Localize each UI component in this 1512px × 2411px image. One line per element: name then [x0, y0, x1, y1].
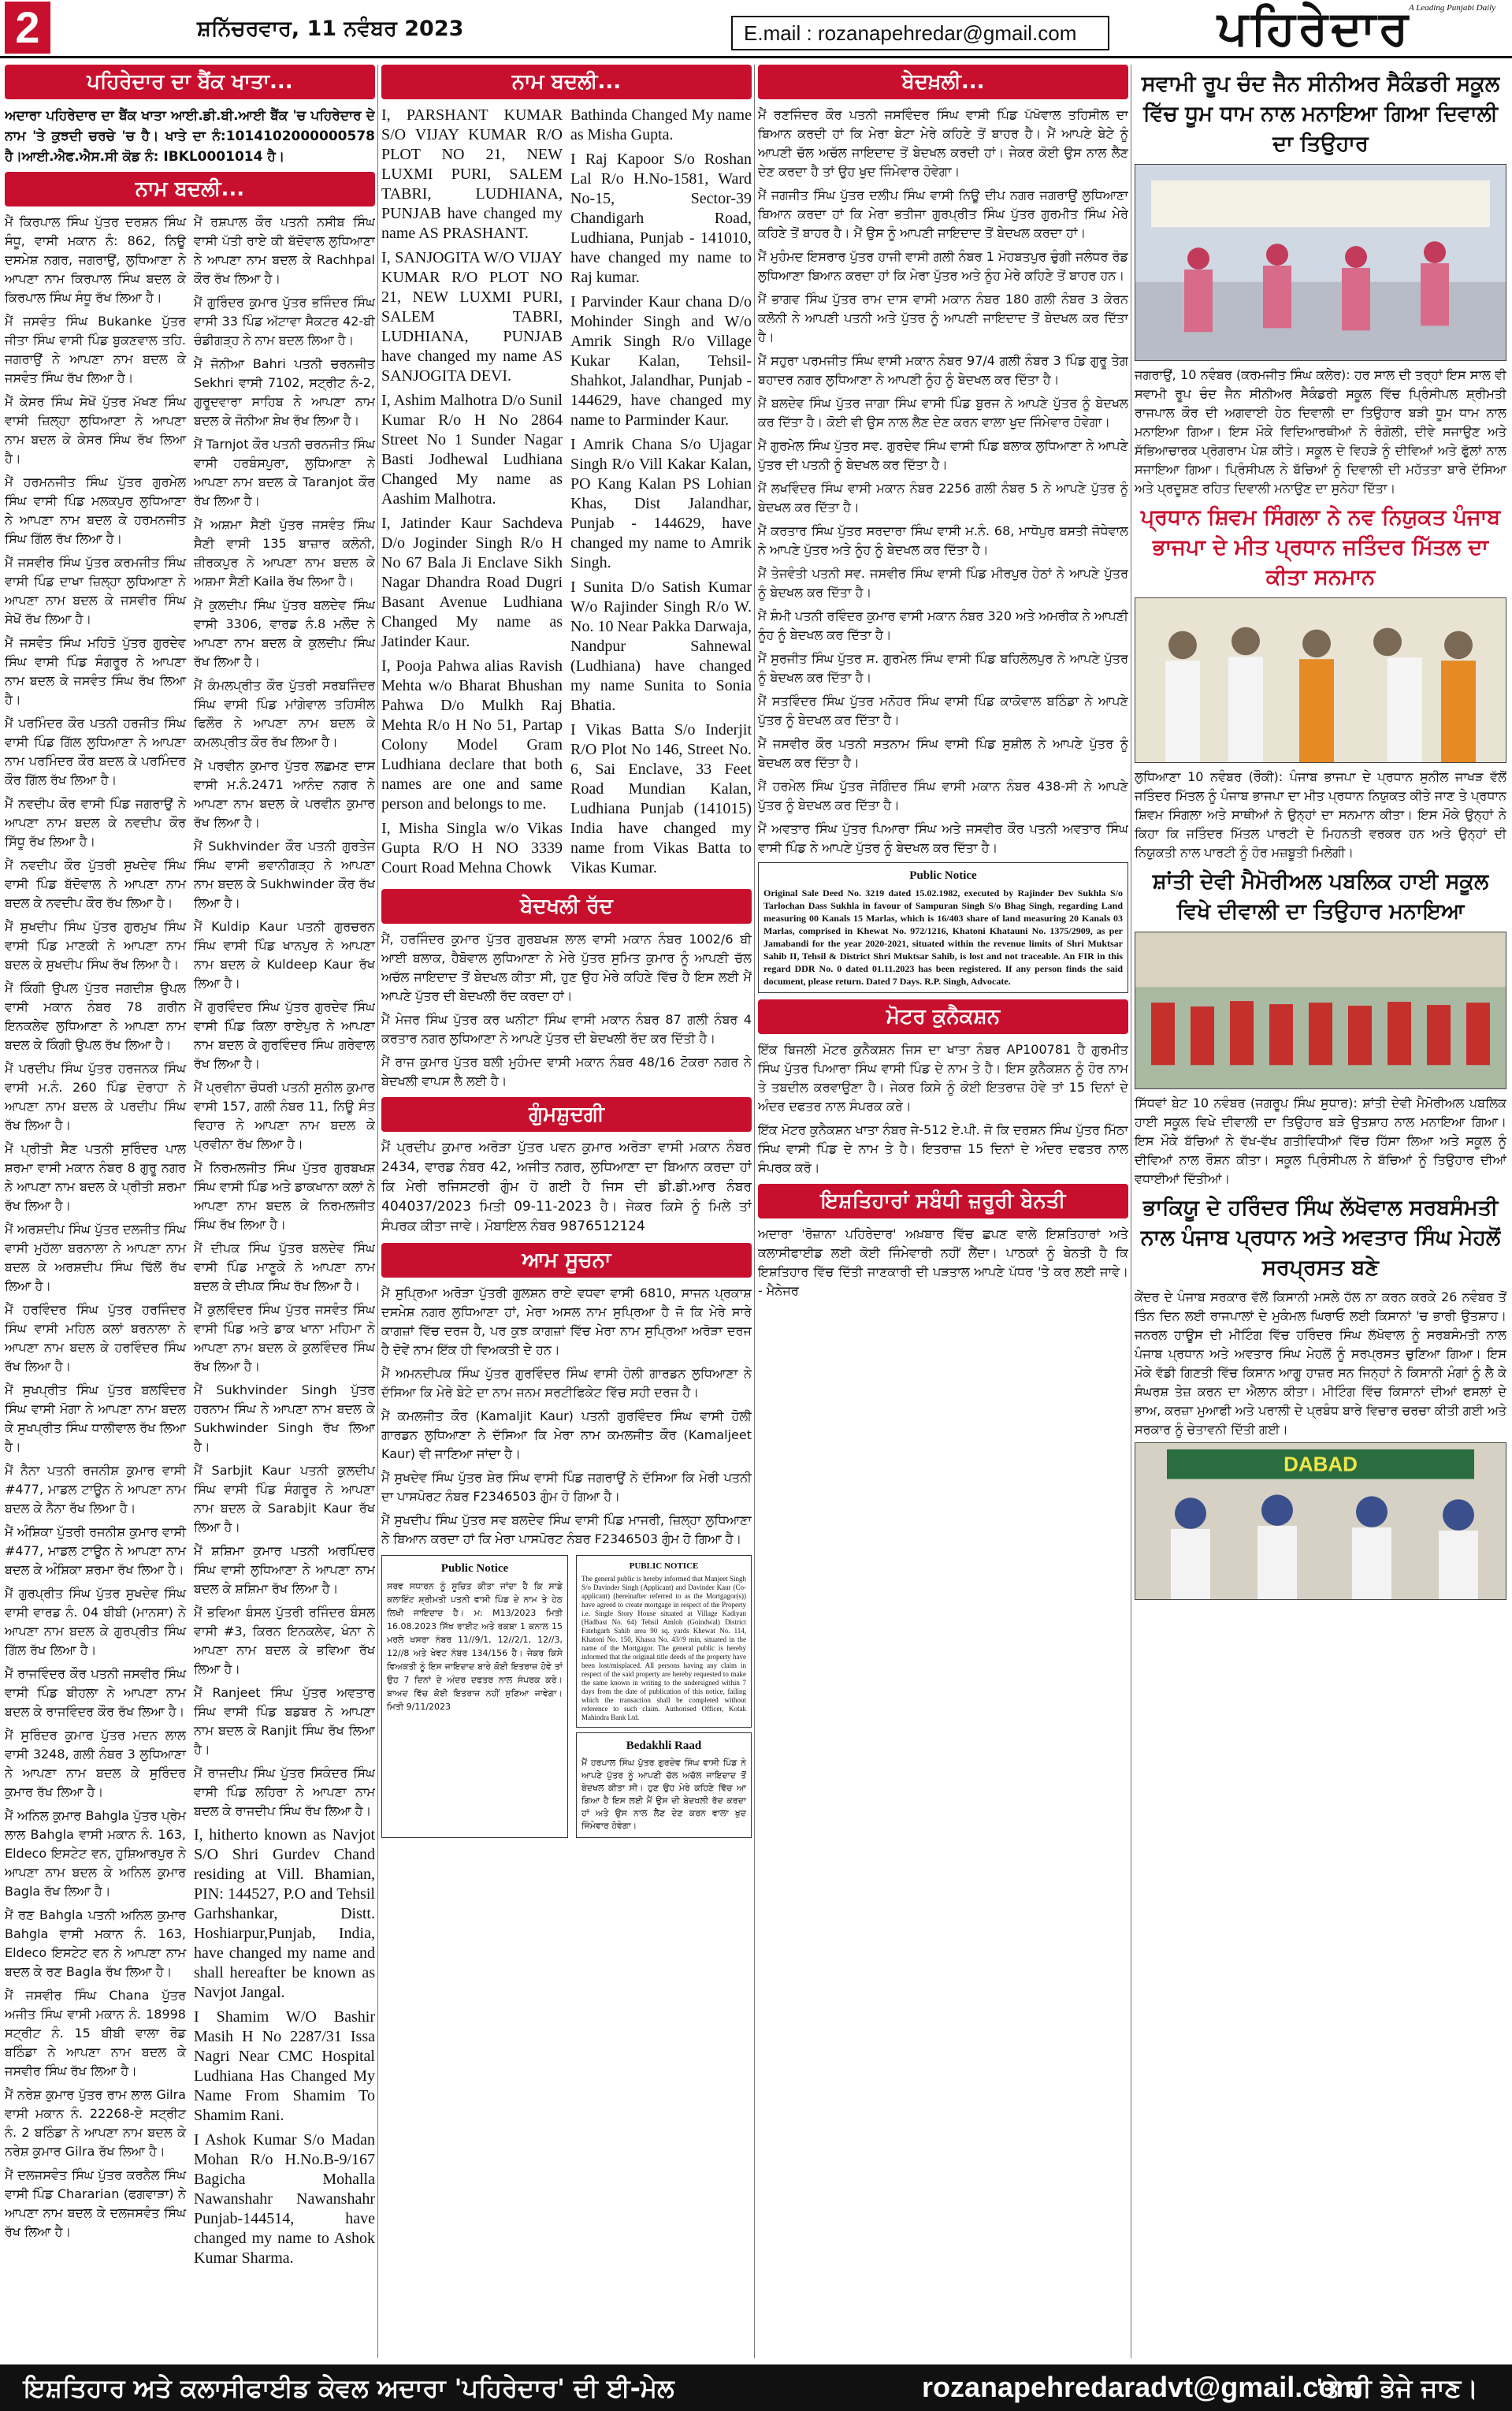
footer-email[interactable]: rozanapehredaradvt@gmail.com — [922, 2371, 1362, 2403]
column-divider — [377, 65, 378, 2358]
notice-item: ਮੈਂ ਰਸ਼ਪਾਲ ਕੌਰ ਪਤਨੀ ਨਸੀਬ ਸਿੰਘ ਵਾਸੀ ਪੱਤੀ ਰਾਏ ਕੀ ਬੱਦੋਵਾਲ ਲੁਧਿਆਣਾ ਨੇ ਆਪਣਾ ਨਾਮ ਬਦਲ ਕੇ Rachhpal ਕੌਰ ਰੱਖ ਲਿਆ ਹੈ। — [194, 214, 375, 286]
story-4-photo — [1135, 1442, 1506, 1600]
name-change-heading-2: ਨਾਮ ਬਦਲੀ... — [381, 65, 752, 99]
notice-item: Bathinda Changed My name as Misha Gupta. — [570, 106, 752, 143]
notice-item: ਮੈਂ ਪਰਦੀਪ ਸਿੰਘ ਪੁੱਤਰ ਹਰਜਨਕ ਸਿੰਘ ਵਾਸੀ ਮ.ਨੰ. 260 ਪਿੰਡ ਦੋਰਾਹਾ ਨੇ ਆਪਣਾ ਨਾਮ ਬਦਲ ਕੇ ਪਰਦੀਪ ਸਿੰਘ ਰੱਖ ਲਿਆ ਹੈ। — [5, 1061, 186, 1133]
notice-item: ਮੈਂ ਹਰਮਨਜੀਤ ਸਿੰਘ ਪੁੱਤਰ ਗੁਰਮੇਲ ਸਿੰਘ ਵਾਸੀ ਪਿੰਡ ਮਲਕਪੁਰ ਲੁਧਿਆਣਾ ਨੇ ਆਪਣਾ ਨਾਮ ਬਦਲ ਕੇ ਹਰਮਨਜੀਤ ਸਿੰਘ ਗਿੱਲ ਰੱਖ ਲਿਆ ਹੈ। — [5, 474, 186, 546]
notice-item: ਮੈਂ ਭਾਗਵ ਸਿੰਘ ਪੁੱਤਰ ਰਾਮ ਦਾਸ ਵਾਸੀ ਮਕਾਨ ਨੰਬਰ 180 ਗਲੀ ਨੰਬਰ 3 ਕੇਰਨ ਕਲੋਨੀ ਨੇ ਆਪਣੀ ਪਤਨੀ ਅਤੇ ਪੁੱਤਰ ਨੂੰ ਆਪਣੀ ਜਾਇਦਾਦ ਤੋਂ ਬੇਦਖਲ ਕਰ ਦਿੱਤਾ ਹੈ। — [758, 292, 1128, 344]
notice-item: ਮੈਂ ਕੁਲਵਿੰਦਰ ਸਿੰਘ ਪੁੱਤਰ ਜਸਵੰਤ ਸਿੰਘ ਵਾਸੀ ਪਿੰਡ ਅਤੇ ਡਾਕ ਖਾਨਾ ਮਹਿਮਾ ਨੇ ਆਪਣਾ ਨਾਮ ਬਦਲ ਕੇ ਕੁਲਵਿੰਦਰ ਸਿੰਘ ਰੱਖ ਲਿਆ ਹੈ। — [194, 1302, 375, 1374]
notice-item: ਮੈਂ ਜੋਨੀਆ Bahri ਪਤਨੀ ਚਰਨਜੀਤ Sekhri ਵਾਸੀ 7102, ਸਟ੍ਰੀਟ ਨੰ-2, ਗੁਰੂਦਵਾਰਾ ਸਾਹਿਬ ਨੇ ਆਪਣਾ ਨਾਮ ਬਦਲ ਕੇ ਜੋਨੀਆ ਸ਼ੇਖ ਰੱਖ ਲਿਆ ਹੈ। — [194, 356, 375, 428]
lost-heading: ਗੁੰਮਸ਼ੁਦਗੀ — [381, 1097, 752, 1132]
public-notice-box-2 — [576, 1555, 752, 1728]
notice-item: ਮੈਂ ਸਤਵਿੰਦਰ ਸਿੰਘ ਪੁੱਤਰ ਮਨੋਹਰ ਸਿੰਘ ਵਾਸੀ ਪਿੰਡ ਕਾਕੋਵਾਲ ਬਠਿੰਡਾ ਨੇ ਆਪਣੇ ਪੁੱਤਰ ਨੂੰ ਬੇਦਖਲ ਕਰ ਦਿੱਤਾ ਹੈ। — [758, 694, 1128, 727]
eviction-heading: ਬੇਦਖ਼ਲੀ... — [758, 65, 1128, 99]
notice-item: ਮੈਂ ਸੁਪ੍ਰਿਆ ਅਰੋੜਾ ਪੁੱਤਰੀ ਗੁਲਸ਼ਨ ਰਾਏ ਵਧਵਾ ਵਾਸੀ 6810, ਸਾਜਨ ਪ੍ਰਕਾਸ਼ ਦਸਮੇਸ਼ ਨਗਰ ਲੁਧਿਆਣਾ ਹਾਂ, ਮੇਰਾ ਅਸਲ ਨਾਮ ਸੁਪ੍ਰਿਆ ਹੈ ਜੋ ਕਿ ਮੇਰੇ ਸਾਰੇ ਕਾਗਜ਼ਾਂ ਵਿੱਚ ਦਰਜ ਹੈ, ਪਰ ਕੁਝ ਕਾਗਜ਼ਾਂ ਵਿੱਚ ਮੇਰਾ ਨਾਮ ਸੁਪ੍ਰਿਆ ਅਰੋੜਾ ਦਰਜ ਹੈ ਦੋਵੇਂ ਨਾਮ ਇੱਕ ਹੀ ਵਿਅਕਤੀ ਦੇ ਹਨ। — [381, 1285, 752, 1357]
notice-item: ਮੈਂ ਅਰਸ਼ਦੀਪ ਸਿੰਘ ਪੁੱਤਰ ਦਲਜੀਤ ਸਿੰਘ ਵਾਸੀ ਮੁਹੱਲਾ ਬਰਨਾਲਾ ਨੇ ਆਪਣਾ ਨਾਮ ਬਦਲ ਕੇ ਅਰਸ਼ਦੀਪ ਸਿੰਘ ਢਿੱਲੋਂ ਰੱਖ ਲਿਆ ਹੈ। — [5, 1222, 186, 1293]
photo-banner-text: DABAD — [1284, 1453, 1358, 1476]
notice-item: ਮੈਂ ਗੁਰਵਿੰਦਰ ਸਿੰਘ ਪੁੱਤਰ ਗੁਰਦੇਵ ਸਿੰਘ ਵਾਸੀ ਪਿੰਡ ਕਿਲਾ ਰਾਏਪੁਰ ਨੇ ਆਪਣਾ ਨਾਮ ਬਦਲ ਕੇ ਗੁਰਵਿੰਦਰ ਸਿੰਘ ਗਰੇਵਾਲ ਰੱਖ ਲਿਆ ਹੈ। — [194, 999, 375, 1071]
bedakhli-raad-box — [576, 1732, 752, 1838]
public-notice-box-1 — [381, 1555, 568, 1838]
notice-item: ਮੈਂ ਨਰੇਸ਼ ਕੁਮਾਰ ਪੁੱਤਰ ਰਾਮ ਲਾਲ Gilra ਵਾਸੀ ਮਕਾਨ ਨੰ. 22268-ਏ ਸਟ੍ਰੀਟ ਨੰ. 2 ਬਠਿੰਡਾ ਨੇ ਆਪਣਾ ਨਾਮ ਬਦਲ ਕੇ ਨਰੇਸ਼ ਕੁਮਾਰ Gilra ਰੱਖ ਲਿਆ ਹੈ। — [5, 2087, 186, 2159]
notice-item: I Ashok Kumar S/o Madan Mohan R/o H.No.B-9/167 Bagicha Mohalla Nawanshahr Nawanshahr Punjab-144514, have changed my name to Ashok Kumar Sharma. — [194, 2131, 375, 2267]
advertisement-request-heading: ਇਸ਼ਤਿਹਾਰਾਂ ਸਬੰਧੀ ਜ਼ਰੂਰੀ ਬੇਨਤੀ — [758, 1184, 1128, 1219]
column-divider — [754, 65, 755, 2358]
dateline: ਸ਼ਨਿੱਚਰਵਾਰ, 11 ਨਵੰਬਰ 2023 — [197, 17, 464, 41]
notice-item: ਮੈਂ ਨਵਦੀਪ ਕੌਰ ਪੁੱਤਰੀ ਸੁਖਦੇਵ ਸਿੰਘ ਵਾਸੀ ਪਿੰਡ ਬੱਦੋਵਾਲ ਨੇ ਆਪਣਾ ਨਾਮ ਬਦਲ ਕੇ ਨਵਦੀਪ ਕੌਰ ਰੱਖ ਲਿਆ ਹੈ। — [5, 858, 186, 910]
story-3-photo — [1135, 932, 1506, 1089]
notice-item: I, SANJOGITA W/O VIJAY KUMAR R/O PLOT NO 21, NEW LUXMI PURI, SALEM TABRI, LUDHIANA, PUNJAB have changed my name AS SANJOGITA DEVI. — [381, 249, 563, 385]
motor-connection-heading: ਮੋਟਰ ਕੁਨੈਕਸ਼ਨ — [758, 999, 1128, 1034]
notice-item: ਮੈਂ ਜਸਵੀਰ ਸਿੰਘ Chana ਪੁੱਤਰ ਅਜੀਤ ਸਿੰਘ ਵਾਸੀ ਮਕਾਨ ਨੰ. 18998 ਸਟ੍ਰੀਟ ਨੰ. 15 ਬੀਬੀ ਵਾਲਾ ਰੋਡ ਬਠਿੰਡਾ ਨੇ ਆਪਣਾ ਨਾਮ ਬਦਲ ਕੇ ਜਸਵੀਰ ਸਿੰਘ ਰੱਖ ਲਿਆ ਹੈ। — [5, 1988, 186, 2078]
notice-item: ਮੈਂ Sarbjit Kaur ਪਤਨੀ ਕੁਲਦੀਪ ਸਿੰਘ ਵਾਸੀ ਪਿੰਡ ਸੰਗਰੂਰ ਨੇ ਆਪਣਾ ਨਾਮ ਬਦਲ ਕੇ Sarabjit Kaur ਰੱਖ ਲਿਆ ਹੈ। — [194, 1463, 375, 1535]
story-1-text: ਜਗਰਾਉਂ, 10 ਨਵੰਬਰ (ਕਰਮਜੀਤ ਸਿੰਘ ਕਲੇਰ): ਹਰ ਸਾਲ ਦੀ ਤਰ੍ਹਾਂ ਇਸ ਸਾਲ ਵੀ ਸਵਾਮੀ ਰੂਪ ਚੰਦ ਜੈਨ ਸੀਨੀਅਰ ਸੈਕੰਡਰੀ ਸਕੂਲ ਵਿੱਚ ਪ੍ਰਿੰਸੀਪਲ ਸ਼੍ਰੀਮਤੀ ਰਾਜਪਾਲ ਕੌਰ ਦੀ ਅਗਵਾਈ ਹੇਠ ਦਿਵਾਲੀ ਦਾ ਤਿਉਹਾਰ ਬੜੀ ਧੂਮ ਧਾਮ ਨਾਲ ਮਨਾਇਆ ਗਿਆ। ਇਸ ਮੌਕੇ ਵਿਦਿਆਰਥੀਆਂ ਨੇ ਰੰਗੋਲੀ, ਦੀਵੇ ਸਜਾਉਣ ਅਤੇ ਸੱਭਿਆਚਾਰਕ ਪ੍ਰੋਗਰਾਮ ਪੇਸ਼ ਕੀਤੇ। ਸਕੂਲ ਦੇ ਵਿਹੜੇ ਨੂੰ ਦੀਵਿਆਂ ਅਤੇ ਫੁੱਲਾਂ ਨਾਲ ਸਜਾਇਆ ਗਿਆ। ਪ੍ਰਿੰਸੀਪਲ ਨੇ ਬੱਚਿਆਂ ਨੂੰ ਦਿਵਾਲੀ ਦੀ ਮਹੱਤਤਾ ਬਾਰੇ ਦੱਸਿਆ ਅਤੇ ਪ੍ਰਦੂਸ਼ਣ ਰਹਿਤ ਦਿਵਾਲੀ ਮਨਾਉਣ ਦਾ ਸੁਨੇਹਾ ਦਿੱਤਾ। — [1135, 367, 1506, 496]
notice-item: ਮੈਂ ਤੇਜਵੰਤੀ ਪਤਨੀ ਸਵ. ਜਸਵੀਰ ਸਿੰਘ ਵਾਸੀ ਪਿੰਡ ਮੀਰਪੁਰ ਹੇਠਾਂ ਨੇ ਆਪਣੇ ਪੁੱਤਰ ਨੂੰ ਬੇਦਖਲ ਕਰ ਦਿੱਤਾ ਹੈ। — [758, 566, 1128, 600]
notice-item: I, Jatinder Kaur Sachdeva D/o Joginder Singh R/o H No 67 Bala Ji Enclave Sikh Nagar Dhandra Road Dugri Basant Avenue Ludhiana Changed My name as Jatinder Kaur. — [381, 515, 563, 650]
motor-connection-notices — [758, 1040, 1128, 1178]
story-2-headline: ਪ੍ਰਧਾਨ ਸ਼ਿਵਮ ਸਿੰਗਲਾ ਨੇ ਨਵ ਨਿਯੁਕਤ ਪੰਜਾਬ ਭਾਜਪਾ ਦੇ ਮੀਤ ਪ੍ਰਧਾਨ ਜਤਿੰਦਰ ਮਿੱਤਲ ਦਾ ਕੀਤਾ ਸਨਮਾਨ — [1140, 505, 1501, 590]
story-2-text: ਲੁਧਿਆਣਾ 10 ਨਵੰਬਰ (ਰੌਕੀ): ਪੰਜਾਬ ਭਾਜਪਾ ਦੇ ਪ੍ਰਧਾਨ ਸੁਨੀਲ ਜਾਖੜ ਵੱਲੋਂ ਜਤਿੰਦਰ ਮਿੱਤਲ ਨੂੰ ਪੰਜਾਬ ਭਾਜਪਾ ਦਾ ਮੀਤ ਪ੍ਰਧਾਨ ਨਿਯੁਕਤ ਕੀਤੇ ਜਾਣ ਤੇ ਪ੍ਰਧਾਨ ਸ਼ਿਵਮ ਸਿੰਗਲਾ ਅਤੇ ਸਾਥੀਆਂ ਨੇ ਉਨ੍ਹਾਂ ਦਾ ਸਨਮਾਨ ਕੀਤਾ। ਇਸ ਮੌਕੇ ਉਨ੍ਹਾਂ ਨੇ ਕਿਹਾ ਕਿ ਜਤਿੰਦਰ ਮਿੱਤਲ ਪਾਰਟੀ ਦੇ ਮਿਹਨਤੀ ਵਰਕਰ ਹਨ ਅਤੇ ਉਨ੍ਹਾਂ ਦੀ ਨਿਯੁਕਤੀ ਨਾਲ ਪਾਰਟੀ ਨੂੰ ਹੋਰ ਮਜ਼ਬੂਤੀ ਮਿਲੇਗੀ। — [1135, 769, 1506, 860]
notice-item: ਮੈਂ ਕੁਲਦੀਪ ਸਿੰਘ ਪੁੱਤਰ ਬਲਦੇਵ ਸਿੰਘ ਵਾਸੀ 3306, ਵਾਰਡ ਨੰ.8 ਮਲੌਦ ਨੇ ਆਪਣਾ ਨਾਮ ਬਦਲ ਕੇ ਕੁਲਦੀਪ ਸਿੰਘ ਰੱਖ ਲਿਆ ਹੈ। — [194, 597, 375, 669]
sale-deed-notice — [758, 862, 1128, 993]
name-change-en-notices — [381, 106, 752, 883]
notice-item: ਮੈਂ ਸੁਰਜੀਤ ਸਿੰਘ ਪੁੱਤਰ ਸ. ਗੁਰਮੇਲ ਸਿੰਘ ਵਾਸੀ ਪਿੰਡ ਬਹਿਲੋਲਪੁਰ ਨੇ ਆਪਣੇ ਪੁੱਤਰ ਨੂੰ ਬੇਦਖਲ ਕਰ ਦਿੱਤਾ ਹੈ। — [758, 651, 1128, 685]
school-children-photo-image — [1135, 932, 1506, 1088]
column-4 — [1135, 65, 1506, 2358]
footer-text-end: 'ਤੇ ਹੀ ਭੇਜੇ ਜਾਣ। — [1316, 2373, 1478, 2403]
public-info-notices — [381, 1284, 752, 1549]
notice-item: ਮੈਂ ਸੁਖਦੀਪ ਸਿੰਘ ਪੁੱਤਰ ਗੁਰਮੁਖ ਸਿੰਘ ਵਾਸੀ ਪਿੰਡ ਮਾਣਕੀ ਨੇ ਆਪਣਾ ਨਾਮ ਬਦਲ ਕੇ ਸੁਖਦੀਪ ਸਿੰਘ ਰੱਖ ਲਿਆ ਹੈ। — [5, 919, 186, 972]
footer-banner — [0, 2364, 1512, 2411]
story-1-photo — [1135, 164, 1506, 361]
notice-item: ਇੱਕ ਮੋਟਰ ਕੁਨੈਕਸ਼ਨ ਖਾਤਾ ਨੰਬਰ ਜੇ-512 ਏ.ਪੀ. ਜੋ ਕਿ ਦਰਸ਼ਨ ਸਿੰਘ ਪੁੱਤਰ ਮਿੱਠਾ ਸਿੰਘ ਵਾਸੀ ਪਿੰਡ ਦੇ ਨਾਮ ਤੇ ਹੈ। ਇਤਰਾਜ਼ 15 ਦਿਨਾਂ ਦੇ ਅੰਦਰ ਦਫਤਰ ਨਾਲ ਸੰਪਰਕ ਕਰੋ। — [758, 1122, 1128, 1175]
notices-subcolumn-b — [194, 213, 375, 2273]
notice-item: ਇੱਕ ਬਿਜਲੀ ਮੋਟਰ ਕੁਨੈਕਸ਼ਨ ਜਿਸ ਦਾ ਖਾਤਾ ਨੰਬਰ AP100781 ਹੈ ਗੁਰਮੀਤ ਸਿੰਘ ਪੁੱਤਰ ਪਿਆਰਾ ਸਿੰਘ ਵਾਸੀ ਪਿੰਡ ਦੇ ਨਾਮ ਤੇ ਹੈ। ਇਸ ਕੁਨੈਕਸ਼ਨ ਨੂੰ ਹੋਰ ਨਾਮ ਤੇ ਤਬਦੀਲ ਕਰਵਾਉਣਾ ਹੈ। ਜੇਕਰ ਕਿਸੇ ਨੂੰ ਕੋਈ ਇਤਰਾਜ਼ ਹੋਵੇ ਤਾਂ 15 ਦਿਨਾਂ ਦੇ ਅੰਦਰ ਦਫਤਰ ਨਾਲ ਸੰਪਰਕ ਕਰੇ। — [758, 1042, 1128, 1114]
masthead-email[interactable]: E.mail : rozanapehredar@gmail.com — [731, 16, 1109, 50]
column-2 — [381, 65, 752, 2358]
footer-text: ਇਸ਼ਤਿਹਾਰ ਅਤੇ ਕਲਾਸੀਫਾਈਡ ਕੇਵਲ ਅਦਾਰਾ 'ਪਹਿਰੇਦਾਰ' ਦੀ ਈ-ਮੇਲ — [24, 2373, 674, 2403]
notice-item: ਮੈਂ ਰਾਜ ਕੁਮਾਰ ਪੁੱਤਰ ਬਲੀ ਮੁਹੰਮਦ ਵਾਸੀ ਮਕਾਨ ਨੰਬਰ 48/16 ਟੋਕਰਾ ਨਗਰ ਨੇ ਬੇਦਖਲੀ ਵਾਪਸ ਲੈ ਲਈ ਹੈ। — [381, 1055, 752, 1088]
notice-item: ਮੈਂ ਅੰਸ਼ਿਕਾ ਪੁੱਤਰੀ ਰਜਨੀਸ਼ ਕੁਮਾਰ ਵਾਸੀ #477, ਮਾਡਲ ਟਾਊਨ ਨੇ ਆਪਣਾ ਨਾਮ ਬਦਲ ਕੇ ਅੰਸ਼ਿਕਾ ਸ਼ਰਮਾ ਰੱਖ ਲਿਆ ਹੈ। — [5, 1524, 186, 1577]
sale-deed-body: Original Sale Deed No. 3219 dated 15.02.1982, executed by Rajinder Dev Sukhla S/o Tarlochan Dass Sukhla in favour of Sampuran Singh S/o Bhag Singh, regarding Land measuring 00 Kanals 15 Marlas, which is 16/403 share of land measuring 20 Kanals 03 Marlas, comprised in Khewat No. 972/1216, Khatoni Khatauni No. 1375/2909, as per Jamabandi for the year 2020-2021, situated within the revenue limits of Shri Muktsar Sahib II, Tehsil & District Shri Muktsar Sahib, is lost and not traceable. An FIR in this regard DDR No. 0 dated 01.11.2023 has been registered. If any person finds the said document, please return. Dated 7 Days. R.P. Singh, Advocate. — [763, 887, 1123, 987]
felicitation-photo-image — [1135, 598, 1506, 762]
notice-item: ਮੈਂ ਰਾਜਦੀਪ ਸਿੰਘ ਪੁੱਤਰ ਸਿਕੰਦਰ ਸਿੰਘ ਵਾਸੀ ਪਿੰਡ ਲਹਿਰਾ ਨੇ ਆਪਣਾ ਨਾਮ ਬਦਲ ਕੇ ਰਾਜਦੀਪ ਸਿੰਘ ਰੱਖ ਲਿਆ ਹੈ। — [194, 1765, 375, 1818]
eviction-cancel-notices — [381, 930, 752, 1091]
notice-item: ਮੈਂ ਸ਼ੰਮੀ ਪਤਨੀ ਰਵਿੰਦਰ ਕੁਮਾਰ ਵਾਸੀ ਮਕਾਨ ਨੰਬਰ 320 ਅਤੇ ਅਮਰੀਕ ਨੇ ਆਪਣੀ ਨੂੰਹ ਨੂੰ ਬੇਦਖਲ ਕਰ ਦਿੱਤਾ ਹੈ। — [758, 608, 1128, 642]
public-notice-2-body: The general public is hereby informed that Manjeet Singh S/o Davinder Singh (Applicant) and Davinder Kaur (Co-applicant) (hereinafter referred to as the Mortgagor(s)) have agreed to create mortgage in respect of the Property i.e. Single Story House situated at Village Kadiyan (Hadbast No. 64) Tehsil Amloh (Goindwal) District Fatehgarh Sahib area 90 sq. yards Khewat No. 114, Khatoni No. 150, Khasra No. 43//9 min, situated in the name of the Mortgagor. The general public is hereby informed that the original title deeds of the property have been lost/misplaced. All persons having any claim in respect of the said property are hereby requested to make the same known in writing to the undersigned within 7 days from the date of publication of this notice, failing which the transaction shall be completed without reference to such claim. Authorised Officer, Kotak Mahindra Bank Ltd. — [581, 1575, 746, 1721]
notice-item: ਮੈਂ ਰਾਜਵਿੰਦਰ ਕੌਰ ਪਤਨੀ ਜਸਵੀਰ ਸਿੰਘ ਵਾਸੀ ਪਿੰਡ ਬੀਹਲਾ ਨੇ ਆਪਣਾ ਨਾਮ ਬਦਲ ਕੇ ਰਾਜਵਿੰਦਰ ਕੌਰ ਰੱਖ ਲਿਆ ਹੈ। — [5, 1666, 186, 1719]
lost-notice: ਮੈਂ ਪ੍ਰਦੀਪ ਕੁਮਾਰ ਅਰੋੜਾ ਪੁੱਤਰ ਪਵਨ ਕੁਮਾਰ ਅਰੋੜਾ ਵਾਸੀ ਮਕਾਨ ਨੰਬਰ 2434, ਵਾਰਡ ਨੰਬਰ 42, ਅਜੀਤ ਨਗਰ, ਲੁਧਿਆਣਾ ਦਾ ਬਿਆਨ ਕਰਦਾ ਹਾਂ ਕਿ ਮੇਰੀ ਰਜਿਸਟਰੀ ਗੁੰਮ ਹੋ ਗਈ ਹੈ ਜਿਸ ਦੀ ਡੀ.ਡੀ.ਆਰ ਨੰਬਰ 404037/2023 ਮਿਤੀ 09-11-2023 ਹੈ। ਜੇਕਰ ਕਿਸੇ ਨੂੰ ਮਿਲੇ ਤਾਂ ਸੰਪਰਕ ਕੀਤਾ ਜਾਵੇ। ਮੋਬਾਇਲ ਨੰਬਰ 9876512124 — [381, 1140, 752, 1234]
public-info-heading: ਆਮ ਸੂਚਨਾ — [381, 1243, 752, 1278]
notice-item: ਮੈਂ ਹਰਵਿੰਦਰ ਸਿੰਘ ਪੁੱਤਰ ਹਰਜਿੰਦਰ ਸਿੰਘ ਵਾਸੀ ਮਹਿਲ ਕਲਾਂ ਬਰਨਾਲਾ ਨੇ ਆਪਣਾ ਨਾਮ ਬਦਲ ਕੇ ਹਰਵਿੰਦਰ ਸਿੰਘ ਰੱਖ ਲਿਆ ਹੈ। — [5, 1302, 186, 1374]
notice-item: ਮੈਂ ਨਵਦੀਪ ਕੌਰ ਵਾਸੀ ਪਿੰਡ ਜਗਰਾਉਂ ਨੇ ਆਪਣਾ ਨਾਮ ਬਦਲ ਕੇ ਨਵਦੀਪ ਕੌਰ ਸਿੱਧੂ ਰੱਖ ਲਿਆ ਹੈ। — [5, 796, 186, 849]
notice-item: ਮੈਂ ਸ਼ਸ਼ਿਮਾ ਕੁਮਾਰ ਪਤਨੀ ਅਰਪਿੰਦਰ ਸਿੰਘ ਵਾਸੀ ਲੁਧਿਆਣਾ ਨੇ ਆਪਣਾ ਨਾਮ ਬਦਲ ਕੇ ਸ਼ਸ਼ਿਮਾ ਰੱਖ ਲਿਆ ਹੈ। — [194, 1543, 375, 1596]
notice-item: ਮੈਂ ਪ੍ਰੀਤੀ ਸੈਣ ਪਤਨੀ ਸੁਰਿੰਦਰ ਪਾਲ ਸ਼ਰਮਾ ਵਾਸੀ ਮਕਾਨ ਨੰਬਰ 8 ਗੁਰੂ ਨਗਰ ਨੇ ਆਪਣਾ ਨਾਮ ਬਦਲ ਕੇ ਪ੍ਰੀਤੀ ਸ਼ਰਮਾ ਰੱਖ ਲਿਆ ਹੈ। — [5, 1141, 186, 1213]
notice-item: ਮੈਂ ਗੁਰਪ੍ਰੀਤ ਸਿੰਘ ਪੁੱਤਰ ਸੁਖਦੇਵ ਸਿੰਘ ਵਾਸੀ ਵਾਰਡ ਨੰ. 04 ਬੀਬੀ (ਮਾਨਸਾ) ਨੇ ਆਪਣਾ ਨਾਮ ਬਦਲ ਕੇ ਗੁਰਪ੍ਰੀਤ ਸਿੰਘ ਗਿੱਲ ਰੱਖ ਲਿਆ ਹੈ। — [5, 1586, 186, 1658]
bank-account-text: ਅਦਾਰਾ ਪਹਿਰੇਦਾਰ ਦਾ ਬੈਂਕ ਖਾਤਾ ਆਈ.ਡੀ.ਬੀ.ਆਈ ਬੈਂਕ 'ਚ ਪਹਿਰੇਦਾਰ ਦੇ ਨਾਮ 'ਤੇ ਕੁਝਦੀ ਚਰਚੇ 'ਚ ਹੈ। ਖਾਤੇ ਦਾ ਨੰ:1014102000000578 ਹੈ।ਆਈ.ਐਫ.ਐਸ.ਸੀ ਕੋਡ ਨੰ: IBKL0001014 ਹੈ। — [5, 108, 375, 165]
notice-item: ਮੈਂ ਜਸਵੰਤ ਸਿੰਘ ਮਹਿਤੋ ਪੁੱਤਰ ਗੁਰਦੇਵ ਸਿੰਘ ਵਾਸੀ ਪਿੰਡ ਸੰਗਰੂਰ ਨੇ ਆਪਣਾ ਨਾਮ ਬਦਲ ਕੇ ਜਸਵੰਤ ਸਿੰਘ ਰੱਖ ਲਿਆ ਹੈ। — [5, 635, 186, 707]
public-notice-2-title: PUBLIC NOTICE — [629, 1561, 699, 1571]
notice-item: ਮੈਂ ਦੀਪਕ ਸਿੰਘ ਪੁੱਤਰ ਬਲਦੇਵ ਸਿੰਘ ਵਾਸੀ ਪਿੰਡ ਮਾਣੂਕੇ ਨੇ ਆਪਣਾ ਨਾਮ ਬਦਲ ਕੇ ਦੀਪਕ ਸਿੰਘ ਰੱਖ ਲਿਆ ਹੈ। — [194, 1241, 375, 1293]
notice-item: ਮੈਂ ਕਿਰਪਾਲ ਸਿੰਘ ਪੁੱਤਰ ਦਰਸ਼ਨ ਸਿੰਘ ਸੰਧੂ, ਵਾਸੀ ਮਕਾਨ ਨੰ: 862, ਨਿਊ ਦਸਮੇਸ਼ ਨਗਰ, ਜਗਰਾਉਂ, ਲੁਧਿਆਣਾ ਨੇ ਆਪਣਾ ਨਾਮ ਕਿਰਪਾਲ ਸਿੰਘ ਬਦਲ ਕੇ ਕਿਰਪਾਲ ਸਿੰਘ ਸੰਧੂ ਰੱਖ ਲਿਆ ਹੈ। — [5, 214, 186, 305]
newspaper-logo: ਪਹਿਰੇਦਾਰ — [1217, 1, 1412, 56]
notice-item: ਮੈਂ ਅਵਤਾਰ ਸਿੰਘ ਪੁੱਤਰ ਪਿਆਰਾ ਸਿੰਘ ਅਤੇ ਜਸਵੀਰ ਕੌਰ ਪਤਨੀ ਅਵਤਾਰ ਸਿੰਘ ਵਾਸੀ ਪਿੰਡ ਨੇ ਆਪਣੇ ਪੁੱਤਰ ਨੂੰ ਬੇਦਖਲ ਕਰ ਦਿੱਤਾ ਹੈ। — [758, 821, 1128, 855]
masthead — [0, 0, 1512, 58]
notice-item: ਮੈਂ ਕੰਮਲਪ੍ਰੀਤ ਕੌਰ ਪੁੱਤਰੀ ਸਰਬਜਿੰਦਰ ਸਿੰਘ ਵਾਸੀ ਪਿੰਡ ਮਾਂਗੇਵਾਲ ਤਹਿਸੀਲ ਫਿਲੌਰ ਨੇ ਆਪਣਾ ਨਾਮ ਬਦਲ ਕੇ ਕਮਲਪ੍ਰੀਤ ਕੌਰ ਰੱਖ ਲਿਆ ਹੈ। — [194, 678, 375, 750]
public-notice-body: ਸਰਵ ਸਧਾਰਨ ਨੂੰ ਸੂਚਿਤ ਕੀਤਾ ਜਾਂਦਾ ਹੈ ਕਿ ਸਾਡੇ ਕਲਾਇੰਟ ਸ਼੍ਰੀਮਤੀ ਪਤਨੀ ਵਾਸੀ ਪਿੰਡ ਦੇ ਨਾਮ ਤੇ ਹੇਠ ਲਿਖੀ ਜਾਇਦਾਦ ਹੈ। ਮ: M13/2023 ਮਿਤੀ 16.08.2023 ਸਿੱਖ ਰਾਈਟ ਅਤੇ ਰਕਬਾ 1 ਕਨਾਲ 15 ਮਰਲੇ ਖਸਰਾ ਨੰਬਰ 11//9/1, 12//2/1, 12//3, 12//8 ਅਤੇ ਖੇਵਟ ਨੰਬਰ 134/156 ਹੈ। ਜੇਕਰ ਕਿਸੇ ਵਿਅਕਤੀ ਨੂੰ ਇਸ ਜਾਇਦਾਦ ਬਾਰੇ ਕੋਈ ਇਤਰਾਜ਼ ਹੋਵੇ ਤਾਂ ਉਹ 7 ਦਿਨਾਂ ਦੇ ਅੰਦਰ ਦਫਤਰ ਨਾਲ ਸੰਪਰਕ ਕਰੇ। ਬਾਅਦ ਵਿੱਚ ਕੋਈ ਇਤਰਾਜ਼ ਨਹੀਂ ਸੁਣਿਆ ਜਾਵੇਗਾ। ਮਿਤੀ 9/11/2023 — [387, 1581, 563, 1712]
notice-item: ਮੈਂ ਸੁਖਪ੍ਰੀਤ ਸਿੰਘ ਪੁੱਤਰ ਬਲਵਿੰਦਰ ਸਿੰਘ ਵਾਸੀ ਮੋਗਾ ਨੇ ਆਪਣਾ ਨਾਮ ਬਦਲ ਕੇ ਸੁਖਪ੍ਰੀਤ ਸਿੰਘ ਧਾਲੀਵਾਲ ਰੱਖ ਲਿਆ ਹੈ। — [5, 1382, 186, 1454]
notice-item: I Raj Kapoor S/o Roshan Lal R/o H.No-1581, Ward No-15, Sector-39 Chandigarh Road, Ludhiana, Punjab - 141010, have changed my name to Raj kumar. — [570, 151, 752, 286]
notice-item: I Shamim W/O Bashir Masih H No 2287/31 Issa Nagri Near CMC Hospital Ludhiana Has Changed My Name From Shamim To Shamim Rani. — [194, 2008, 375, 2124]
notice-item: ਮੈਂ ਬਲਦੇਵ ਸਿੰਘ ਪੁੱਤਰ ਜਾਗਾ ਸਿੰਘ ਵਾਸੀ ਪਿੰਡ ਬੁਰਜ ਨੇ ਆਪਣੇ ਪੁੱਤਰ ਨੂੰ ਬੇਦਖਲ ਕਰ ਦਿੱਤਾ ਹੈ। ਕੋਈ ਵੀ ਉਸ ਨਾਲ ਲੈਣ ਦੇਣ ਕਰਨ ਵਾਲਾ ਖੁਦ ਜਿੰਮੇਵਾਰ ਹੋਵੇਗਾ। — [758, 396, 1128, 430]
story-4-text: ਕੇਂਦਰ ਦੇ ਪੰਜਾਬ ਸਰਕਾਰ ਵੱਲੋਂ ਕਿਸਾਨੀ ਮਸਲੇ ਹੱਲ ਨਾ ਕਰਨ ਕਰਕੇ 26 ਨਵੰਬਰ ਤੋਂ ਤਿੰਨ ਦਿਨ ਲਈ ਰਾਜਪਾਲਾਂ ਦੇ ਮੁਕੰਮਲ ਘਿਰਾਓ ਲਈ ਕਿਸਾਨਾਂ 'ਚ ਭਾਰੀ ਉਤਸ਼ਾਹ। ਜਨਰਲ ਹਾਊਸ ਦੀ ਮੀਟਿੰਗ ਵਿੱਚ ਹਰਿੰਦਰ ਸਿੰਘ ਲੱਖੋਵਾਲ ਨੂੰ ਸਰਬਸੰਮਤੀ ਨਾਲ ਪੰਜਾਬ ਪ੍ਰਧਾਨ ਅਤੇ ਅਵਤਾਰ ਸਿੰਘ ਮੇਹਲੋਂ ਨੂੰ ਸਰਪ੍ਰਸਤ ਚੁਣਿਆ ਗਿਆ। ਇਸ ਮੌਕੇ ਵੱਡੀ ਗਿਣਤੀ ਵਿੱਚ ਕਿਸਾਨ ਆਗੂ ਹਾਜ਼ਰ ਸਨ ਜਿਨ੍ਹਾਂ ਨੇ ਕਿਸਾਨੀ ਮੰਗਾਂ ਨੂੰ ਲੈ ਕੇ ਸੰਘਰਸ਼ ਤੇਜ਼ ਕਰਨ ਦਾ ਐਲਾਨ ਕੀਤਾ। ਮੀਟਿੰਗ ਵਿੱਚ ਕਿਸਾਨਾਂ ਦੀਆਂ ਫਸਲਾਂ ਦੇ ਭਾਅ, ਕਰਜ਼ਾ ਮੁਆਫੀ ਅਤੇ ਪਰਾਲੀ ਦੇ ਪ੍ਰਬੰਧ ਬਾਰੇ ਵਿਚਾਰ ਚਰਚਾ ਕੀਤੀ ਗਈ ਅਤੇ ਸਰਕਾਰ ਨੂੰ ਚੇਤਾਵਨੀ ਦਿੱਤੀ ਗਈ। — [1135, 1289, 1506, 1437]
en-subcolumn-b — [570, 106, 752, 883]
bedakhli-raad-title: Bedakhli Raad — [626, 1739, 702, 1752]
notice-item: ਮੈਂ ਜਗਜੀਤ ਸਿੰਘ ਪੁੱਤਰ ਦਲੀਪ ਸਿੰਘ ਵਾਸੀ ਨਿਊ ਦੀਪ ਨਗਰ ਜਗਰਾਉਂ ਲੁਧਿਆਣਾ ਬਿਆਨ ਕਰਦਾ ਹਾਂ ਕਿ ਮੇਰਾ ਭਤੀਜਾ ਗੁਰਪ੍ਰੀਤ ਸਿੰਘ ਪੁੱਤਰ ਗੁਰਮੀਤ ਸਿੰਘ ਮੇਰੇ ਕਹਿਣੇ ਤੋਂ ਬਾਹਰ ਹੈ। ਮੈਂ ਉਸ ਨੂੰ ਆਪਣੀ ਜਾਇਦਾਦ ਤੋਂ ਬੇਦਖਲ ਕਰਦਾ ਹਾਂ। — [758, 188, 1128, 240]
notice-item: ਮੈਂ ਸੁਰਿੰਦਰ ਕੁਮਾਰ ਪੁੱਤਰ ਮਦਨ ਲਾਲ ਵਾਸੀ 3248, ਗਲੀ ਨੰਬਰ 3 ਲੁਧਿਆਣਾ ਨੇ ਆਪਣਾ ਨਾਮ ਬਦਲ ਕੇ ਸੁਰਿੰਦਰ ਕੁਮਾਰ ਰੱਖ ਲਿਆ ਹੈ। — [5, 1728, 186, 1799]
notice-item: I Parvinder Kaur chana D/o Mohinder Singh and W/o Amrik Singh R/o Village Kukar Kalan, Tehsil-Shahkot, Jalandhar, Punjab - 144629, have changed my name to Parminder Kaur. — [570, 293, 752, 429]
notice-item: I, Misha Singla w/o Vikas Gupta R/O H NO 3339 Court Road Mehna Chowk — [381, 820, 563, 876]
notice-item: ਮੈਂ ਪ੍ਰਵੀਨਾ ਚੌਧਰੀ ਪਤਨੀ ਸੁਨੀਲ ਕੁਮਾਰ ਵਾਸੀ 157, ਗਲੀ ਨੰਬਰ 11, ਨਿਊ ਸੰਤ ਵਿਹਾਰ ਨੇ ਆਪਣਾ ਨਾਮ ਬਦਲ ਕੇ ਪ੍ਰਵੀਨਾ ਰੱਖ ਲਿਆ ਹੈ। — [194, 1080, 375, 1152]
notice-item: ਮੈਂ ਲਖਵਿੰਦਰ ਸਿੰਘ ਵਾਸੀ ਮਕਾਨ ਨੰਬਰ 2256 ਗਲੀ ਨੰਬਰ 5 ਨੇ ਆਪਣੇ ਪੁੱਤਰ ਨੂੰ ਬੇਦਖਲ ਕਰ ਦਿੱਤਾ ਹੈ। — [758, 481, 1128, 515]
notice-item: ਮੈਂ ਜਸਵੀਰ ਸਿੰਘ ਪੁੱਤਰ ਕਰਮਜੀਤ ਸਿੰਘ ਵਾਸੀ ਪਿੰਡ ਦਾਖਾ ਜ਼ਿਲ੍ਹਾ ਲੁਧਿਆਣਾ ਨੇ ਆਪਣਾ ਨਾਮ ਬਦਲ ਕੇ ਜਸਵੀਰ ਸਿੰਘ ਸੇਖੋਂ ਰੱਖ ਲਿਆ ਹੈ। — [5, 555, 186, 627]
eviction-notices — [758, 106, 1128, 858]
page-number: 2 — [5, 2, 50, 54]
notice-item: ਮੈਂ ਸਹੁਰਾ ਪਰਮਜੀਤ ਸਿੰਘ ਵਾਸੀ ਮਕਾਨ ਨੰਬਰ 97/4 ਗਲੀ ਨੰਬਰ 3 ਪਿੰਡ ਗੁਰੂ ਤੇਗ ਬਹਾਦਰ ਨਗਰ ਲੁਧਿਆਣਾ ਨੇ ਆਪਣੀ ਨੂੰਹ ਨੂੰ ਬੇਦਖਲ ਕਰ ਦਿੱਤਾ ਹੈ। — [758, 353, 1128, 387]
notice-item: ਮੈਂ ਰਣਜਿੰਦਰ ਕੌਰ ਪਤਨੀ ਜਸਵਿੰਦਰ ਸਿੰਘ ਵਾਸੀ ਪਿੰਡ ਪੱਖੋਵਾਲ ਤਹਿਸੀਲ ਦਾ ਬਿਆਨ ਕਰਦੀ ਹਾਂ ਕਿ ਮੇਰਾ ਬੇਟਾ ਮੇਰੇ ਕਹਿਣੇ ਤੋਂ ਬਾਹਰ ਹੈ। ਮੈਂ ਆਪਣੇ ਬੇਟੇ ਨੂੰ ਆਪਣੀ ਚੱਲ ਅਚੱਲ ਜਾਇਦਾਦ ਤੋਂ ਬੇਦਖਲ ਕਰਦੀ ਹਾਂ। ਜੇਕਰ ਕੋਈ ਉਸ ਨਾਲ ਲੈਣ ਦੇਣ ਕਰਦਾ ਹੈ ਤਾਂ ਉਹ ਖੁਦ ਜਿੰਮੇਵਾਰ ਹੋਵੇਗਾ। — [758, 107, 1128, 179]
bedakhli-raad-body: ਮੈਂ ਹਰਪਾਲ ਸਿੰਘ ਪੁੱਤਰ ਗੁਰਦੇਵ ਸਿੰਘ ਵਾਸੀ ਪਿੰਡ ਨੇ ਆਪਣੇ ਪੁੱਤਰ ਨੂੰ ਆਪਣੀ ਚੱਲ ਅਚੱਲ ਜਾਇਦਾਦ ਤੋਂ ਬੇਦਖਲ ਕੀਤਾ ਸੀ। ਹੁਣ ਉਹ ਮੇਰੇ ਕਹਿਣੇ ਵਿੱਚ ਆ ਗਿਆ ਹੈ ਇਸ ਲਈ ਮੈਂ ਉਸ ਦੀ ਬੇਦਖਲੀ ਰੱਦ ਕਰਦਾ ਹਾਂ ਅਤੇ ਉਸ ਨਾਲ ਲੈਣ ਦੇਣ ਕਰਨ ਵਾਲਾ ਖੁਦ ਜਿੰਮੇਵਾਰ ਹੋਵੇਗਾ। — [581, 1758, 746, 1831]
notices-list-pa — [194, 213, 375, 1821]
public-notice-stack — [576, 1555, 752, 1838]
sale-deed-title: Public Notice — [909, 869, 977, 882]
public-notice-boxes — [381, 1555, 752, 1838]
notice-item: ਮੈਂ ਕਿੰਗੀ ਉਪਲ ਪੁੱਤਰ ਜਗਦੀਸ਼ ਉਪਲ ਵਾਸੀ ਮਕਾਨ ਨੰਬਰ 78 ਗਰੀਨ ਇਨਕਲੇਵ ਲੁਧਿਆਣਾ ਨੇ ਆਪਣਾ ਨਾਮ ਬਦਲ ਕੇ ਕਿੰਗੀ ਉਪਲ ਰੱਖ ਲਿਆ ਹੈ। — [5, 980, 186, 1052]
notice-item: I, PARSHANT KUMAR S/O VIJAY KUMAR R/O PLOT NO 21, NEW LUXMI PURI, SALEM TABRI, LUDHIANA, PUNJAB have changed my name AS PRASHANT. — [381, 106, 563, 242]
notice-item: ਮੈਂ Kuldip Kaur ਪਤਨੀ ਗੁਰਚਰਨ ਸਿੰਘ ਵਾਸੀ ਪਿੰਡ ਖਾਨਪੁਰ ਨੇ ਆਪਣਾ ਨਾਮ ਬਦਲ ਕੇ Kuldeep Kaur ਰੱਖ ਲਿਆ ਹੈ। — [194, 919, 375, 991]
notice-item: ਮੈਂ ਅਸ਼ਮਾ ਸੈਣੀ ਪੁੱਤਰ ਜਸਵੰਤ ਸਿੰਘ ਸੈਣੀ ਵਾਸੀ 135 ਬਾਜ਼ਾਰ ਕਲੋਨੀ, ਜ਼ੀਰਕਪੁਰ ਨੇ ਆਪਣਾ ਨਾਮ ਬਦਲ ਕੇ ਅਸ਼ਮਾ ਸੈਣੀ Kaila ਰੱਖ ਲਿਆ ਹੈ। — [194, 517, 375, 589]
notice-item: ਮੈਂ ਗੁਰਮੇਲ ਸਿੰਘ ਪੁੱਤਰ ਸਵ. ਗੁਰਦੇਵ ਸਿੰਘ ਵਾਸੀ ਪਿੰਡ ਬਲਾਕ ਲੁਧਿਆਣਾ ਨੇ ਆਪਣੇ ਪੁੱਤਰ ਦੀ ਪਤਨੀ ਨੂੰ ਬੇਦਖਲ ਕਰ ਦਿੱਤਾ ਹੈ। — [758, 438, 1128, 472]
eviction-cancel-heading: ਬੇਦਖਲੀ ਰੱਦ — [381, 889, 752, 924]
notice-item: ਮੈਂ ਗੁਰਿੰਦਰ ਕੁਮਾਰ ਪੁੱਤਰ ਭਜਿੰਦਰ ਸਿੰਘ ਵਾਸੀ 33 ਪਿੰਡ ਅੱਟਾਵਾ ਸੈਕਟਰ 42-ਬੀ ਚੰਡੀਗੜ੍ਹ ਨੇ ਨਾਮ ਬਦਲ ਲਿਆ ਹੈ। — [194, 295, 375, 348]
story-2-photo — [1135, 597, 1506, 763]
notice-item: ਮੈਂ ਪਰਵੀਨ ਕੁਮਾਰ ਪੁੱਤਰ ਲਛਮਣ ਦਾਸ ਵਾਸੀ ਮ.ਨੰ.2471 ਆਨੰਦ ਨਗਰ ਨੇ ਆਪਣਾ ਨਾਮ ਬਦਲ ਕੇ ਪਰਵੀਨ ਕੁਮਾਰ ਰੱਖ ਲਿਆ ਹੈ। — [194, 758, 375, 830]
notice-item: ਮੈਂ ਜਸਵੰਤ ਸਿੰਘ Bukanke ਪੁੱਤਰ ਜੀਤਾ ਸਿੰਘ ਵਾਸੀ ਪਿੰਡ ਬੁਕਣਵਾਲ ਤਹਿ. ਜਗਰਾਉਂ ਨੇ ਆਪਣਾ ਨਾਮ ਬਦਲ ਕੇ ਜਸਵੰਤ ਸਿੰਘ ਰੱਖ ਲਿਆ ਹੈ। — [5, 314, 186, 385]
notice-item: ਮੈਂ ਮੁਹੰਮਦ ਇਸਰਾਰ ਪੁੱਤਰ ਹਾਜੀ ਵਾਸੀ ਗਲੀ ਨੰਬਰ 1 ਮੋਹਬਤਪੁਰ ਚੁੰਗੀ ਜਲੰਧਰ ਰੋਡ ਲੁਧਿਆਣਾ ਬਿਆਨ ਕਰਦਾ ਹਾਂ ਕਿ ਮੇਰਾ ਪੁੱਤਰ ਅਤੇ ਨੂੰਹ ਮੇਰੇ ਕਹਿਣੇ ਤੋਂ ਬਾਹਰ ਹਨ। — [758, 249, 1128, 283]
en-subcolumn-a — [381, 106, 563, 883]
notice-item: ਮੈਂ ਅਮਨਦੀਪਕ ਸਿੰਘ ਪੁੱਤਰ ਗੁਰਵਿੰਦਰ ਸਿੰਘ ਵਾਸੀ ਹੋਲੀ ਗਾਰਡਨ ਲੁਧਿਆਣਾ ਨੇ ਦੱਸਿਆ ਕਿ ਮੇਰੇ ਬੇਟੇ ਦਾ ਨਾਮ ਜਨਮ ਸਰਟੀਫਿਕੇਟ ਵਿੱਚ ਸਹੀ ਦਰਜ ਹੈ। — [381, 1366, 752, 1400]
notice-item: I Sunita D/o Satish Kumar W/o Rajinder Singh R/o W. No. 10 Near Pakka Darwaja, Nandpur Sahnewal (Ludhiana) have changed my name Sunita to Sonia Bhatia. — [570, 579, 752, 714]
notice-item: ਮੈਂ ਨਿਰਮਲਜੀਤ ਸਿੰਘ ਪੁੱਤਰ ਗੁਰਬਖਸ਼ ਸਿੰਘ ਵਾਸੀ ਪਿੰਡ ਅਤੇ ਡਾਕਖਾਨਾ ਕਲਾਂ ਨੇ ਆਪਣਾ ਨਾਮ ਬਦਲ ਕੇ ਨਿਰਮਲਜੀਤ ਸਿੰਘ ਰੱਖ ਲਿਆ ਹੈ। — [194, 1160, 375, 1232]
story-3-headline: ਸ਼ਾਂਤੀ ਦੇਵੀ ਮੈਮੋਰੀਅਲ ਪਬਲਿਕ ਹਾਈ ਸਕੂਲ ਵਿਖੇ ਦੀਵਾਲੀ ਦਾ ਤਿਉਹਾਰ ਮਨਾਇਆ — [1152, 869, 1489, 924]
bank-account-heading: ਪਹਿਰੇਦਾਰ ਦਾ ਬੈਂਕ ਖਾਤਾ... — [5, 65, 375, 99]
notice-item: ਮੈਂ ਪਰਮਿੰਦਰ ਕੌਰ ਪਤਨੀ ਹਰਜੀਤ ਸਿੰਘ ਵਾਸੀ ਪਿੰਡ ਗਿੱਲ ਲੁਧਿਆਣਾ ਨੇ ਆਪਣਾ ਨਾਮ ਪਰਮਿੰਦਰ ਕੌਰ ਬਦਲ ਕੇ ਪਰਮਿੰਦਰ ਕੌਰ ਗਿੱਲ ਰੱਖ ਲਿਆ ਹੈ। — [5, 716, 186, 787]
notice-item: ਮੈਂ ਨੈਨਾ ਪਤਨੀ ਰਜਨੀਸ਼ ਕੁਮਾਰ ਵਾਸੀ #477, ਮਾਡਲ ਟਾਊਨ ਨੇ ਆਪਣਾ ਨਾਮ ਬਦਲ ਕੇ ਨੈਨਾ ਰੱਖ ਲਿਆ ਹੈ। — [5, 1463, 186, 1516]
notice-item: ਮੈਂ ਹਰਮੇਲ ਸਿੰਘ ਪੁੱਤਰ ਜੋਗਿੰਦਰ ਸਿੰਘ ਵਾਸੀ ਮਕਾਨ ਨੰਬਰ 438-ਸੀ ਨੇ ਆਪਣੇ ਪੁੱਤਰ ਨੂੰ ਬੇਦਖਲ ਕਰ ਦਿੱਤਾ ਹੈ। — [758, 779, 1128, 813]
notice-item: ਮੈਂ ਸੁਖਦੀਪ ਸਿੰਘ ਪੁੱਤਰ ਸਵ ਬਲਦੇਵ ਸਿੰਘ ਵਾਸੀ ਪਿੰਡ ਮਾਜਰੀ, ਜ਼ਿਲ੍ਹਾ ਲੁਧਿਆਣਾ ਨੇ ਬਿਆਨ ਕਰਦਾ ਹਾਂ ਕਿ ਮੇਰਾ ਪਾਸਪੋਰਟ ਨੰਬਰ F2346503 ਗੁੰਮ ਹੋ ਗਿਆ ਹੈ। — [381, 1512, 752, 1546]
name-change-heading: ਨਾਮ ਬਦਲੀ... — [5, 172, 375, 206]
notices-subcolumn-a — [5, 213, 186, 2273]
farmers-meeting-photo-image — [1135, 1443, 1506, 1599]
dance-photo-image — [1135, 165, 1506, 360]
notice-item: ਮੈਂ Tarnjot ਕੌਰ ਪਤਨੀ ਚਰਨਜੀਤ ਸਿੰਘ ਵਾਸੀ ਹਰਬੰਸਪੁਰਾ, ਲੁਧਿਆਣਾ ਨੇ ਆਪਣਾ ਨਾਮ ਬਦਲ ਕੇ Taranjot ਕੌਰ ਰੱਖ ਲਿਆ ਹੈ। — [194, 437, 375, 508]
notice-item: ਮੈਂ, ਹਰਜਿੰਦਰ ਕੁਮਾਰ ਪੁੱਤਰ ਗੁਰਬਖਸ਼ ਲਾਲ ਵਾਸੀ ਮਕਾਨ ਨੰਬਰ 1002/6 ਬੀ ਆਈ ਬਲਾਕ, ਹੈਬੋਵਾਲ ਲੁਧਿਆਣਾ ਨੇ ਮੇਰੇ ਪੁੱਤਰ ਸੁਮਿਤ ਕੁਮਾਰ ਨੂੰ ਆਪਣੀ ਚੱਲ ਅਚੱਲ ਜਾਇਦਾਦ ਤੋਂ ਬੇਦਖਲ ਕੀਤਾ ਸੀ, ਹੁਣ ਉਹ ਮੇਰੇ ਕਹਿਣੇ ਵਿੱਚ ਹੈ ਇਸ ਲਈ ਮੈਂ ਆਪਣੇ ਪੁੱਤਰ ਦੀ ਬੇਦਖਲੀ ਰੱਦ ਕਰਦਾ ਹਾਂ। — [381, 932, 752, 1003]
story-3-text: ਸਿੱਧਵਾਂ ਬੇਟ 10 ਨਵੰਬਰ (ਜਗਰੂਪ ਸਿੰਘ ਸੁਧਾਰ): ਸ਼ਾਂਤੀ ਦੇਵੀ ਮੈਮੋਰੀਅਲ ਪਬਲਿਕ ਹਾਈ ਸਕੂਲ ਵਿਖੇ ਦੀਵਾਲੀ ਦਾ ਤਿਉਹਾਰ ਬੜੇ ਉਤਸ਼ਾਹ ਨਾਲ ਮਨਾਇਆ ਗਿਆ। ਇਸ ਮੌਕੇ ਬੱਚਿਆਂ ਨੇ ਵੱਖ-ਵੱਖ ਗਤੀਵਿਧੀਆਂ ਵਿੱਚ ਹਿੱਸਾ ਲਿਆ ਅਤੇ ਸਕੂਲ ਨੂੰ ਦੀਵਿਆਂ ਨਾਲ ਰੌਸ਼ਨ ਕੀਤਾ। ਸਕੂਲ ਪ੍ਰਿੰਸੀਪਲ ਨੇ ਬੱਚਿਆਂ ਨੂੰ ਤਿਉਹਾਰ ਦੀਆਂ ਵਧਾਈਆਂ ਦਿੱਤੀਆਂ। — [1135, 1096, 1506, 1186]
logo-tagline: A Leading Punjabi Daily — [1409, 3, 1496, 13]
notice-item: ਮੈਂ ਕੇਸਰ ਸਿੰਘ ਸੇਖੋਂ ਪੁੱਤਰ ਮੱਖਣ ਸਿੰਘ ਵਾਸੀ ਜ਼ਿਲ੍ਹਾ ਲੁਧਿਆਣਾ ਨੇ ਆਪਣਾ ਨਾਮ ਬਦਲ ਕੇ ਕੇਸਰ ਸਿੰਘ ਰੱਖ ਲਿਆ ਹੈ। — [5, 394, 186, 466]
notice-item: ਮੈਂ ਸੁਖਦੇਵ ਸਿੰਘ ਪੁੱਤਰ ਸ਼ੇਰ ਸਿੰਘ ਵਾਸੀ ਪਿੰਡ ਜਗਰਾਉਂ ਨੇ ਦੱਸਿਆ ਕਿ ਮੇਰੀ ਪਤਨੀ ਦਾ ਪਾਸਪੋਰਟ ਨੰਬਰ F2346503 ਗੁੰਮ ਹੋ ਗਿਆ ਹੈ। — [381, 1470, 752, 1504]
notice-item: ਮੈਂ ਮੇਜਰ ਸਿੰਘ ਪੁੱਤਰ ਕਰ ਘਨੀਟਾ ਸਿੰਘ ਵਾਸੀ ਮਕਾਨ ਨੰਬਰ 87 ਗਲੀ ਨੰਬਰ 4 ਕਰਤਾਰ ਨਗਰ ਲੁਧਿਆਣਾ ਨੇ ਆਪਣੇ ਪੁੱਤਰ ਦੀ ਬੇਦਖਲੀ ਰੱਦ ਕਰ ਦਿੱਤੀ ਹੈ। — [381, 1012, 752, 1046]
notice-item: I, Pooja Pahwa alias Ravish Mehta w/o Bharat Bhushan Pahwa D/o Mulkh Raj Mehta R/o H No 51, Partap Colony Model Gram Ludhiana declare that both names are one and same person and belongs to me. — [381, 657, 563, 813]
notice-item: ਮੈਂ ਭਵਿਆ ਬੰਸਲ ਪੁੱਤਰੀ ਰਜਿੰਦਰ ਬੰਸਲ ਵਾਸੀ #3, ਕਿਰਨ ਇਨਕਲੇਵ, ਖੰਨਾ ਨੇ ਆਪਣਾ ਨਾਮ ਬਦਲ ਕੇ ਭਵਿਆ ਰੱਖ ਲਿਆ ਹੈ। — [194, 1605, 375, 1676]
column-1 — [5, 65, 375, 2358]
notice-item: ਮੈਂ ਕਰਤਾਰ ਸਿੰਘ ਪੁੱਤਰ ਸਰਦਾਰਾ ਸਿੰਘ ਵਾਸੀ ਮ.ਨੰ. 68, ਮਾਧੋਪੁਰ ਬਸਤੀ ਜੋਧੇਵਾਲ ਨੇ ਆਪਣੇ ਪੁੱਤਰ ਅਤੇ ਨੂੰਹ ਨੂੰ ਬੇਦਖਲ ਕਰ ਦਿੱਤਾ ਹੈ। — [758, 523, 1128, 557]
notice-item: I Amrik Chana S/o Ujagar Singh R/o Vill Kakar Kalan, PO Kang Kalan PS Lohian Khas, Dist Jalandhar, Punjab - 144629, have changed my name to Amrik Singh. — [570, 436, 752, 571]
advertisement-request-text: ਅਦਾਰਾ 'ਰੋਜ਼ਾਨਾ ਪਹਿਰੇਦਾਰ' ਅਖ਼ਬਾਰ ਵਿੱਚ ਛਪਣ ਵਾਲੇ ਇਸ਼ਤਿਹਾਰਾਂ ਅਤੇ ਕਲਾਸੀਫਾਈਡ ਲਈ ਕੋਈ ਜਿੰਮੇਵਾਰੀ ਨਹੀਂ ਲੈਂਦਾ। ਪਾਠਕਾਂ ਨੂੰ ਬੇਨਤੀ ਹੈ ਕਿ ਇਸ਼ਤਿਹਾਰ ਵਿੱਚ ਦਿੱਤੀ ਜਾਣਕਾਰੀ ਦੀ ਪੜਤਾਲ ਆਪਣੇ ਪੱਧਰ 'ਤੇ ਕਰ ਲਈ ਜਾਵੇ। - ਮੈਨੇਜਰ — [758, 1226, 1128, 1298]
public-notice-title: Public Notice — [440, 1562, 509, 1575]
story-4-headline: ਭਾਕਿਯੂ ਦੇ ਹਰਿੰਦਰ ਸਿੰਘ ਲੱਖੋਵਾਲ ਸਰਬਸੰਮਤੀ ਨਾਲ ਪੰਜਾਬ ਪ੍ਰਧਾਨ ਅਤੇ ਅਵਤਾਰ ਸਿੰਘ ਮੇਹਲੋਂ ਸਰਪ੍ਰਸਤ ਬਣੇ — [1140, 1196, 1501, 1280]
name-change-notices — [5, 213, 375, 2273]
notice-item: I, Ashim Malhotra D/o Sunil Kumar R/o H No 2864 Street No 1 Sunder Nagar Basti Jodhewal Ludhiana Changed My name as Aashim Malhotra. — [381, 392, 563, 508]
notice-item: I Vikas Batta S/o Inderjit R/O Plot No 146, Street No. 6, Sai Enclave, 33 Feet Road Mundian Kalan, Ludhiana Punjab (141015) India have changed my name from Vikas Batta to Vikas Kumar. — [570, 721, 752, 876]
notice-item: ਮੈਂ ਦਲਜਸਵੰਤ ਸਿੰਘ ਪੁੱਤਰ ਕਰਨੈਲ ਸਿੰਘ ਵਾਸੀ ਪਿੰਡ Chararian (ਫਗਵਾੜਾ) ਨੇ ਆਪਣਾ ਨਾਮ ਬਦਲ ਕੇ ਦਲਜਸਵੰਤ ਸਿੰਘ ਰੱਖ ਲਿਆ ਹੈ। — [5, 2167, 186, 2239]
story-1-headline: ਸਵਾਮੀ ਰੂਪ ਚੰਦ ਜੈਨ ਸੀਨੀਅਰ ਸੈਕੰਡਰੀ ਸਕੂਲ ਵਿੱਚ ਧੂਮ ਧਾਮ ਨਾਲ ਮਨਾਇਆ ਗਿਆ ਦਿਵਾਲੀ ਦਾ ਤਿਉਹਾਰ — [1141, 72, 1500, 156]
notice-item: I, hitherto known as Navjot S/O Shri Gurdev Chand residing at Vill. Bhamian, PIN: 144527, P.O and Tehsil Garhshankar, Distt. Hoshiarpur,Punjab, India, have changed my name and shall hereafter be known as Navjot Jangal. — [194, 1826, 375, 2001]
notice-item: ਮੈਂ Ranjeet ਸਿੰਘ ਪੁੱਤਰ ਅਵਤਾਰ ਸਿੰਘ ਵਾਸੀ ਪਿੰਡ ਬਡਬਰ ਨੇ ਆਪਣਾ ਨਾਮ ਬਦਲ ਕੇ Ranjit ਸਿੰਘ ਰੱਖ ਲਿਆ ਹੈ। — [194, 1685, 375, 1757]
notice-item: ਮੈਂ ਰਣ Bahgla ਪਤਨੀ ਅਨਿਲ ਕੁਮਾਰ Bahgla ਵਾਸੀ ਮਕਾਨ ਨੰ. 163, Eldeco ਇਸਟੇਟ ਵਨ ਨੇ ਆਪਣਾ ਨਾਮ ਬਦਲ ਕੇ ਰਣ Bagla ਰੱਖ ਲਿਆ ਹੈ। — [5, 1907, 186, 1979]
notice-item: ਮੈਂ ਕਮਲਜੀਤ ਕੌਰ (Kamaljit Kaur) ਪਤਨੀ ਗੁਰਵਿੰਦਰ ਸਿੰਘ ਵਾਸੀ ਹੋਲੀ ਗਾਰਡਨ ਲੁਧਿਆਣਾ ਨੇ ਦੱਸਿਆ ਕਿ ਮੇਰਾ ਨਾਮ ਕਮਲਜੀਤ ਕੌਰ (Kamaljeet Kaur) ਵੀ ਜਾਣਿਆ ਜਾਂਦਾ ਹੈ। — [381, 1408, 752, 1461]
notice-item: ਮੈਂ Sukhvinder ਕੌਰ ਪਤਨੀ ਗੁਰਤੇਜ ਸਿੰਘ ਵਾਸੀ ਭਵਾਨੀਗੜ੍ਹ ਨੇ ਆਪਣਾ ਨਾਮ ਬਦਲ ਕੇ Sukhwinder ਕੌਰ ਰੱਖ ਲਿਆ ਹੈ। — [194, 839, 375, 910]
notice-item: ਮੈਂ ਜਸਵੀਰ ਕੌਰ ਪਤਨੀ ਸਤਨਾਮ ਸਿੰਘ ਵਾਸੀ ਪਿੰਡ ਸੁਸ਼ੀਲ ਨੇ ਆਪਣੇ ਪੁੱਤਰ ਨੂੰ ਬੇਦਖਲ ਕਰ ਦਿੱਤਾ ਹੈ। — [758, 736, 1128, 770]
notice-item: ਮੈਂ ਅਨਿਲ ਕੁਮਾਰ Bahgla ਪੁੱਤਰ ਪ੍ਰੇਮ ਲਾਲ Bahgla ਵਾਸੀ ਮਕਾਨ ਨੰ. 163, Eldeco ਇਸਟੇਟ ਵਨ, ਹੁਸ਼ਿਆਰਪੁਰ ਨੇ ਆਪਣਾ ਨਾਮ ਬਦਲ ਕੇ ਅਨਿਲ ਕੁਮਾਰ Bagla ਰੱਖ ਲਿਆ ਹੈ। — [5, 1808, 186, 1899]
notice-item: ਮੈਂ Sukhvinder Singh ਪੁੱਤਰ ਹਰਨਾਮ ਸਿੰਘ ਨੇ ਆਪਣਾ ਨਾਮ ਬਦਲ ਕੇ Sukhwinder Singh ਰੱਖ ਲਿਆ ਹੈ। — [194, 1382, 375, 1454]
column-3 — [758, 65, 1128, 2358]
notices-list-en — [194, 1825, 375, 2268]
